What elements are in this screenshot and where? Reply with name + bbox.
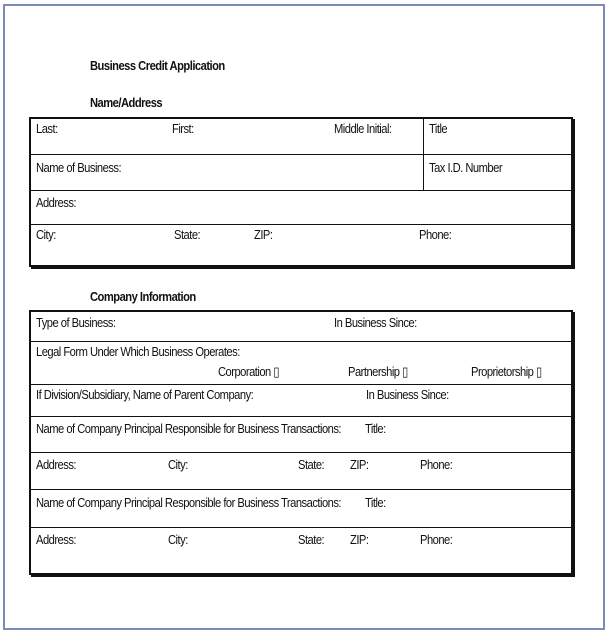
checkbox-icon[interactable]: ▯: [273, 364, 279, 379]
address-label: Address:: [36, 195, 77, 210]
divider: [31, 527, 571, 528]
zip-label-1: ZIP:: [350, 457, 369, 472]
phone-label-1: Phone:: [420, 457, 453, 472]
divider: [31, 154, 571, 155]
section-heading-company-info: Company Information: [90, 289, 196, 304]
partnership-option[interactable]: [348, 364, 408, 379]
middle-initial-label: Middle Initial:: [334, 121, 392, 136]
address-label-1: Address:: [36, 457, 77, 472]
state-label-2: State:: [298, 532, 325, 547]
last-name-label: Last:: [36, 121, 58, 136]
divider: [31, 341, 571, 342]
corporation-label: Corporation: [218, 364, 271, 379]
in-business-since-label: In Business Since:: [334, 315, 417, 330]
parent-company-label: If Division/Subsidiary, Name of Parent Company:: [36, 387, 254, 402]
section-heading-name-address: Name/Address: [90, 95, 163, 110]
divider: [31, 489, 571, 490]
divider: [423, 119, 424, 190]
proprietorship-label: Proprietorship: [471, 364, 534, 379]
checkbox-icon[interactable]: ▯: [535, 364, 542, 379]
partnership-label: Partnership: [348, 364, 400, 379]
divider: [31, 190, 571, 191]
business-name-label: Name of Business:: [36, 160, 122, 175]
divider: [31, 224, 571, 225]
tax-id-label: Tax I.D. Number: [429, 160, 503, 175]
zip-label-2: ZIP:: [350, 532, 369, 547]
type-of-business-label: Type of Business:: [36, 315, 116, 330]
first-name-label: First:: [172, 121, 194, 136]
city-label: City:: [36, 227, 56, 242]
form-title: Business Credit Application: [90, 58, 225, 73]
principal-title-label-2: Title:: [365, 495, 386, 510]
state-label: State:: [174, 227, 201, 242]
principal-label-2: Name of Company Principal Responsible for Business Transactions:: [36, 495, 342, 510]
phone-label: Phone:: [419, 227, 452, 242]
checkbox-icon[interactable]: ▯: [402, 364, 408, 379]
legal-form-label: Legal Form Under Which Business Operates:: [36, 344, 240, 359]
phone-label-2: Phone:: [420, 532, 453, 547]
state-label-1: State:: [298, 457, 325, 472]
principal-label-1: Name of Company Principal Responsible for Business Transactions:: [36, 421, 342, 436]
address-label-2: Address:: [36, 532, 77, 547]
zip-label: ZIP:: [254, 227, 273, 242]
corporation-option[interactable]: [218, 364, 279, 379]
city-label-2: City:: [168, 532, 188, 547]
city-label-1: City:: [168, 457, 188, 472]
principal-title-label-1: Title:: [365, 421, 386, 436]
divider: [31, 452, 571, 453]
proprietorship-option[interactable]: [471, 364, 542, 379]
title-label: Title: [429, 121, 448, 136]
divider: [31, 416, 571, 417]
name-address-box: [29, 117, 573, 267]
in-business-since-label-2: In Business Since:: [366, 387, 449, 402]
divider: [31, 384, 571, 385]
